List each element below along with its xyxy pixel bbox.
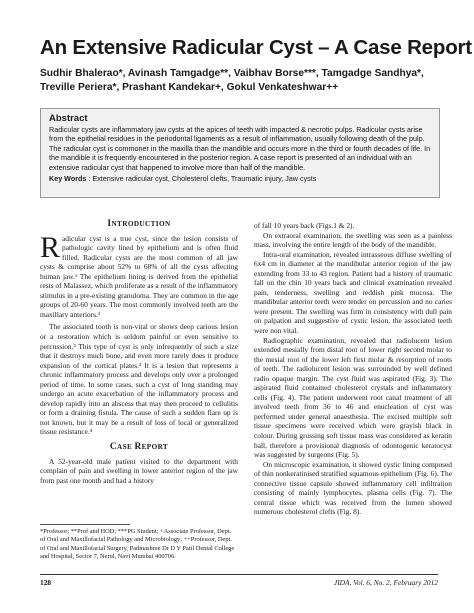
article-title: An Extensive Radicular Cyst – A Case Report (40, 36, 472, 59)
introduction-heading-rest: NTRODUCTION (111, 220, 171, 228)
abstract-heading: Abstract (49, 113, 88, 124)
abstract-body-text: Radicular cysts are inflammatory jaw cysts at the apices of teeth with impacted & necrotic pulps. Radicular cysts arise from the epithelial residues in the periodontal ligaments as a result of inflammation, usually following death of the pulp. The radicular cyst is commoner in the maxilla than the mandible and occurs more in the third or fourth decades of life. In the mandible it is frequently encountered in the posterior region. A case report is presented of an individual with an extensive radicular cyst that happened to involve more than half of the mandible. (49, 125, 431, 172)
introduction-heading-initial: I (107, 219, 112, 229)
abstract-text (49, 125, 435, 183)
case-report-heading (40, 443, 238, 453)
case-heading-mid: ASE (117, 443, 135, 452)
author-list: Sudhir Bhalerao*, Avinash Tamgadge**, Vaibhav Borse***, Tamgadge Sandhya*, Treville Periera*, Prashant Kandekar+, Gokul Venkateshwar++ (40, 68, 424, 93)
page-number: 128 (40, 578, 52, 587)
introduction-heading (40, 220, 238, 230)
radiographic-paragraph: Radiographic examination, revealed that radiolucent lesion extended mesially from distal root of lower right second molar to the mesial root of the lower left first molar & resorption of roots of teeth. The radiolucent lesion was surrounded by well defined radio opaque margin. The cyst fluid was aspirated (Fig. 3). The aspirated fluid contained cholesterol crystals and inflammatory cells (Fig. 4). The patient underwent root canal treatment of all involved teeth from 36 to 46 and enucleation of cyst was performed under general anaesthesia. The excised multiple soft tissue specimens were received which were grayish black in colour. During grossing soft tissue mass was considered as keratin ball, therefore a provisional diagnosis of odontogenic keratocyst was suggested by surgeons (Fig. 5). (254, 335, 452, 460)
introduction-paragraph-1 (40, 230, 238, 320)
drop-cap: R (40, 230, 61, 264)
intraoral-paragraph: Intra-oral examination, revealed intrasseous diffuse swelling of 6x4 cm in diameter at the mandibular anterior region of the jaw extending from 33 to 43 region. Patient had a history of traumatic fall on the chin 10 years back and clinical examination revealed pain, tenderness, swelling and reddish pink mucosa. The mandibular anterior teeth were tender on percussion and no caries were present. The swelling was firm in consistency with dull pain on palpation and suggestive of cystic lesion, the associated teeth were non vital. (254, 249, 452, 336)
keywords-text: : Extensive radicular cyst, Cholesterol clefts, Traumatic injury, Jaw cysts (86, 174, 317, 184)
introduction-paragraph-1-text: adicular cyst is a true cyst, since the lesion consists of pathologic cavity lined by epithelium and is often fluid filled. Radicular cysts are the most common of all jaw cysts & comprise about 52% to 68% of all the cysts affecting human jaw.¹ The epithelium lining is derived from the epithelial rests of Malassez, which proliferate as a result of the inflammatory stimulus in a pre-existing granuloma. They are common in the age groups of 20-60 years. The most commonly involved teeth are the maxillary anteriors.² (40, 233, 238, 319)
footer-divider (40, 574, 438, 575)
case-report-continuation: of fall 10 years back (Figs.1 & 2). (254, 221, 355, 230)
case-heading-rest: EPORT (141, 443, 169, 452)
right-column (254, 221, 452, 517)
extraoral-paragraph: On extraoral examination, the swelling was seen as a painless mass, involving the entire length of the body of the mandible. (254, 230, 452, 250)
journal-citation: JIDA, Vol. 6, No. 2, February 2012 (333, 578, 438, 587)
author-affiliations-footnote: *Professor; **Prof and HOD; ***PG Student; +Associate Professor, Dept. of Oral and Maxillofacial Pathology and Microbiology; ++Professor, Dept. of Oral and Maxillofacial Surgery, Padmashree Dr D Y Patil Dental College and Hospital, Sector 7, Nerul, Navi Mumbai 400706. (40, 528, 235, 561)
abstract-box (40, 108, 440, 198)
introduction-paragraph-2: The associated tooth is non-vital or shows deep carious lesion or a restoration which is seldom painful or even sensitive to percussion.³ This type of cyst is only infrequently of such a size that it destroys much bone, and even more rarely does it produce expansion of the cortical plates.² It is a lesion that represents a chronic inflammatory process and develops only over a prolonged period of time. In some cases, such a cyst of long standing may undergo an acute exacerbation of the inflammatory process and develop rapidly into an abscess that may then proceed to cellulitis or form a draining fistula. The cause of such a sudden flare up is not known, but it may be a result of loss of local or generalized tissue resistance.⁴ (40, 322, 238, 437)
case-heading-initial-2: R (134, 442, 142, 453)
footnote-divider (40, 524, 130, 525)
case-heading-initial: C (109, 442, 118, 453)
keywords-line (49, 174, 435, 183)
keywords-label: Key Words (49, 174, 87, 184)
microscopic-paragraph: On microscopic examination, it showed cystic lining composed of thin nonkeratinised stratified squamous epithelium (Fig. 6). The connective tissue capsule showed inflammatory cell infiltration consisting of mainly lymphocytes, plasma cells (Fig. 7). The central tissue which was received from the lumen showed numerous cholesterol clefts (Fig. 8). (254, 459, 452, 517)
case-report-paragraph-1: A 52-year-old male patient visited to the department with complain of pain and swelling in lower anterior region of the jaw from past one month and had a history (40, 456, 238, 485)
left-column (40, 217, 238, 485)
